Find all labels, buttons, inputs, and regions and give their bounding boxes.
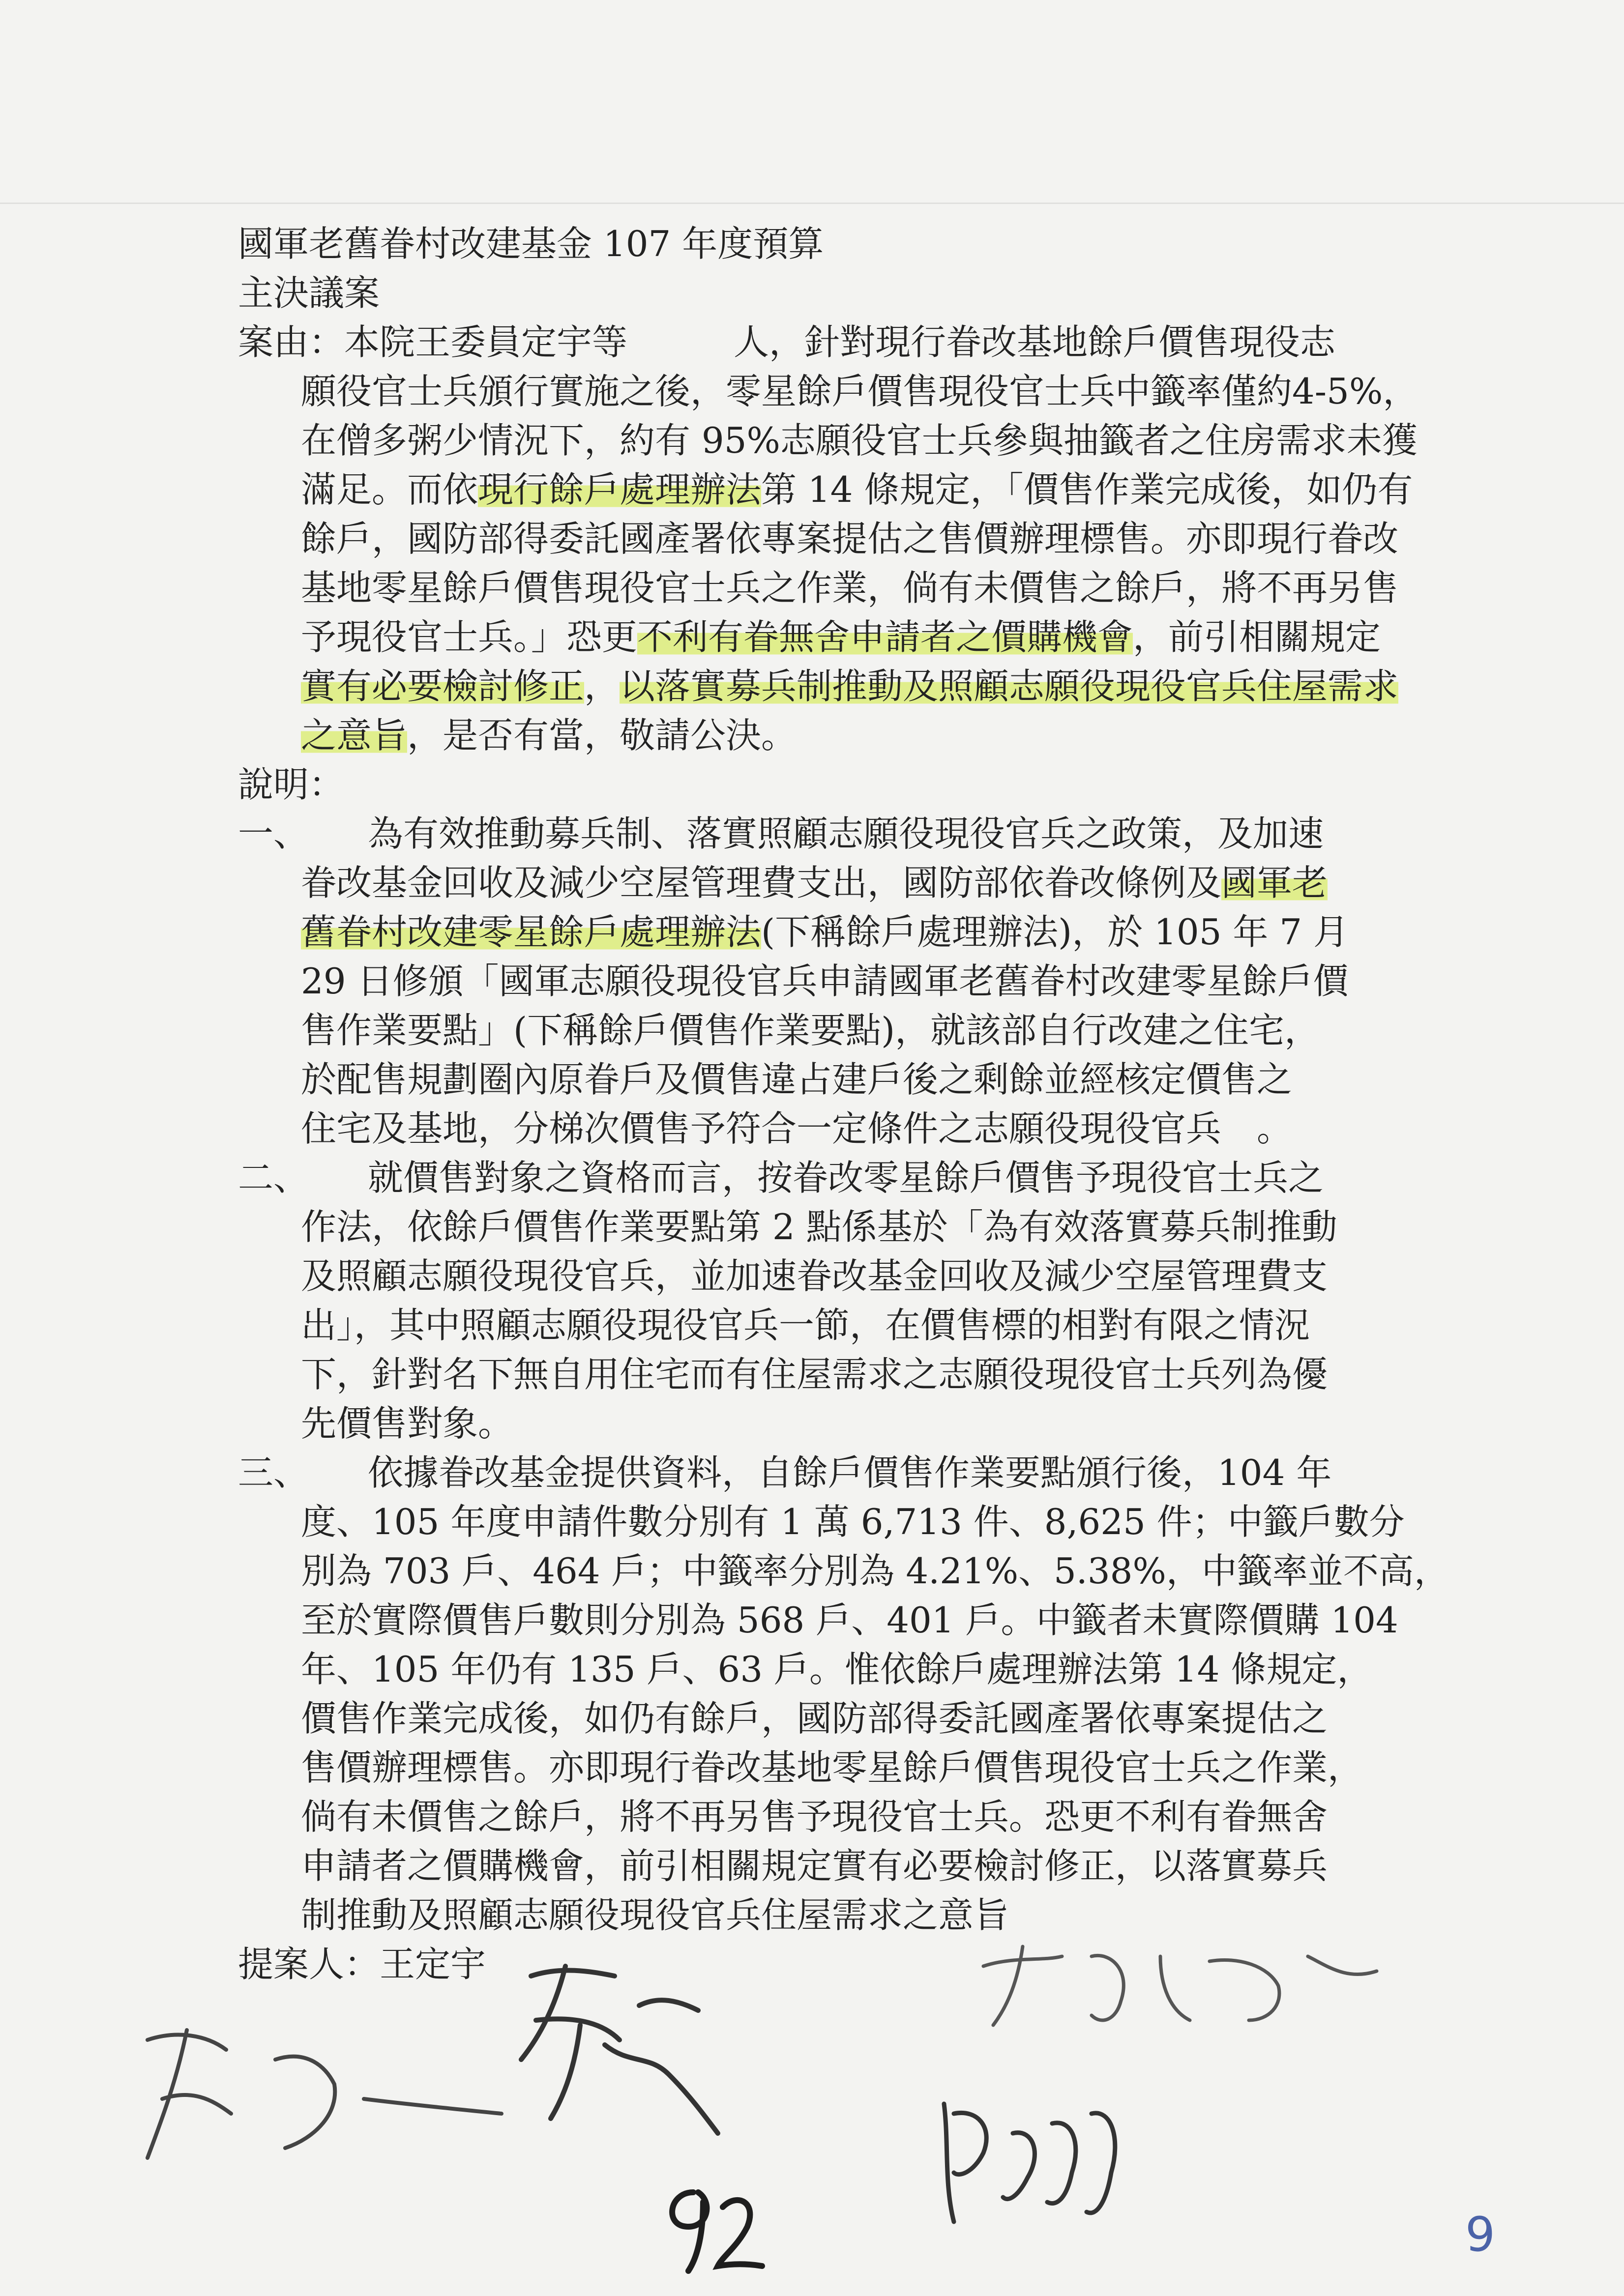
highlighted-text: 不利有眷無舍申請者之價購機會 bbox=[637, 616, 1133, 658]
item-line bbox=[238, 907, 1388, 957]
case-line bbox=[238, 465, 1413, 514]
item-line: 出」，其中照顧志願役現役官兵一節，在價售標的相對有限之情況 bbox=[301, 1305, 1310, 1346]
handwritten-signature bbox=[924, 2074, 1141, 2232]
item-line: 至於實際價售戶數則分別為 568 戶、401 戶。中籤者未實際價購 104 bbox=[301, 1599, 1398, 1641]
item-line: 及照顧志願役現役官兵，並加速眷改基金回收及減少空屋管理費支 bbox=[301, 1255, 1328, 1297]
document-title: 國軍老舊眷村改建基金 107 年度預算 bbox=[238, 223, 824, 264]
item-text: 眷改基金回收及減少空屋管理費支出，國防部依眷改條例及 bbox=[301, 862, 1222, 903]
item-first-line bbox=[238, 1153, 1388, 1202]
highlighted-text: 國軍老 bbox=[1221, 862, 1328, 903]
item-line: 制推動及照顧志願役現役官兵住屋需求之意旨 bbox=[301, 1894, 1009, 1936]
case-text: 予現役官士兵。」恐更 bbox=[301, 616, 638, 658]
item-line: 別為 703 戶、464 戶；中籤率分別為 4.21%、5.38%，中籤率並不高， bbox=[301, 1550, 1449, 1592]
case-line bbox=[238, 612, 1388, 662]
item-line: 作法，依餘戶價售作業要點第 2 點係基於「為有效落實募兵制推動 bbox=[301, 1206, 1337, 1248]
explanation-label: 說明： bbox=[238, 764, 345, 805]
item-first-line bbox=[238, 809, 1388, 858]
highlighted-text: 現行餘戶處理辦法 bbox=[478, 469, 762, 510]
item-line: 年、105 年仍有 135 戶、63 戶。惟依餘戶處理辦法第 14 條規定， bbox=[301, 1649, 1373, 1690]
item-number: 三、 bbox=[238, 1452, 309, 1493]
item-first-line bbox=[238, 1448, 1388, 1497]
item-text: (下稱餘戶處理辦法)，於 105 年 7 月 bbox=[761, 911, 1349, 953]
case-line: 願役官士兵頒行實施之後，零星餘戶價售現役官士兵中籤率僅約4-5%， bbox=[301, 371, 1418, 412]
item-line bbox=[238, 858, 1388, 907]
item-text: 為有效推動募兵制、落實照顧志願役現役官兵之政策，及加速 bbox=[368, 813, 1324, 854]
item-line: 價售作業完成後，如仍有餘戶，國防部得委託國產署依專案提估之 bbox=[301, 1698, 1328, 1739]
item-text: 就價售對象之資格而言，按眷改零星餘戶價售予現役官士兵之 bbox=[368, 1157, 1324, 1198]
explanation-item-2 bbox=[238, 1153, 1388, 1448]
document-body bbox=[238, 219, 1449, 1989]
item-line: 住宅及基地，分梯次價售予符合一定條件之志願役現役官兵 。 bbox=[301, 1108, 1293, 1149]
handwritten-signature bbox=[974, 1927, 1387, 2035]
item-text: 依據眷改基金提供資料，自餘戶價售作業要點頒行後，104 年 bbox=[368, 1452, 1332, 1493]
item-number: 一、 bbox=[238, 813, 309, 854]
corner-page-number: 9 bbox=[1465, 2207, 1496, 2262]
item-number: 二、 bbox=[238, 1157, 309, 1198]
highlighted-text: 舊眷村改建零星餘戶處理辦法 bbox=[301, 911, 762, 953]
highlighted-text: 之意旨 bbox=[301, 715, 408, 756]
item-line: 下，針對名下無自用住宅而有住屋需求之志願役現役官士兵列為優 bbox=[301, 1354, 1328, 1395]
case-line bbox=[238, 662, 1399, 711]
case-text: ， bbox=[584, 666, 620, 707]
case-text: 第 14 條規定，「價售作業完成後，如仍有 bbox=[761, 469, 1413, 510]
item-line: 倘有未價售之餘戶，將不再另售予現役官士兵。恐更不利有眷無舍 bbox=[301, 1796, 1328, 1837]
handwritten-signature bbox=[492, 1947, 747, 2153]
case-paragraph bbox=[238, 318, 1418, 760]
case-line: 案由：本院王委員定宇等 人，針對現行眷改基地餘戶價售現役志 bbox=[238, 321, 1336, 363]
explanation-item-3 bbox=[238, 1448, 1449, 1940]
item-line: 29 日修頒「國軍志願役現役官兵申請國軍老舊眷村改建零星餘戶價 bbox=[301, 960, 1349, 1002]
case-line: 基地零星餘戶價售現役官士兵之作業，倘有未價售之餘戶，將不再另售 bbox=[301, 567, 1399, 609]
case-text: ，是否有當，敬請公決。 bbox=[407, 715, 797, 756]
item-line: 度、105 年度申請件數分別有 1 萬 6,713 件、8,625 件；中籤戶數分 bbox=[301, 1501, 1405, 1542]
explanation-item-1 bbox=[238, 809, 1388, 1153]
document-subtitle: 主決議案 bbox=[238, 272, 380, 314]
highlighted-text: 實有必要檢討修正 bbox=[301, 666, 585, 707]
item-line: 先價售對象。 bbox=[301, 1403, 514, 1444]
item-line: 售價辦理標售。亦即現行眷改基地零星餘戶價售現役官士兵之作業， bbox=[301, 1747, 1363, 1788]
case-line bbox=[238, 711, 1388, 760]
highlighted-text: 以落實募兵制推動及照顧志願役現役官兵住屋需求 bbox=[620, 666, 1399, 707]
case-text: 滿足。而依 bbox=[301, 469, 478, 510]
proposer-line: 提案人：王定宇 bbox=[238, 1944, 486, 1985]
case-line: 在僧多粥少情況下，約有 95%志願役官士兵參與抽籤者之住房需求未獲 bbox=[301, 420, 1417, 461]
item-line: 申請者之價購機會，前引相關規定實有必要檢討修正，以落實募兵 bbox=[301, 1845, 1328, 1887]
handwritten-signature bbox=[128, 2001, 511, 2187]
scan-fold-line bbox=[0, 203, 1624, 204]
item-line: 於配售規劃圈內原眷戶及價售違占建戶後之剩餘並經核定價售之 bbox=[301, 1059, 1293, 1100]
case-text: ，前引相關規定 bbox=[1133, 616, 1381, 658]
item-line: 售作業要點」(下稱餘戶價售作業要點)，就該部自行改建之住宅， bbox=[301, 1010, 1320, 1051]
case-line: 餘戶，國防部得委託國產署依專案提估之售價辦理標售。亦即現行眷改 bbox=[301, 518, 1399, 559]
handwritten-page-number bbox=[649, 2173, 767, 2281]
